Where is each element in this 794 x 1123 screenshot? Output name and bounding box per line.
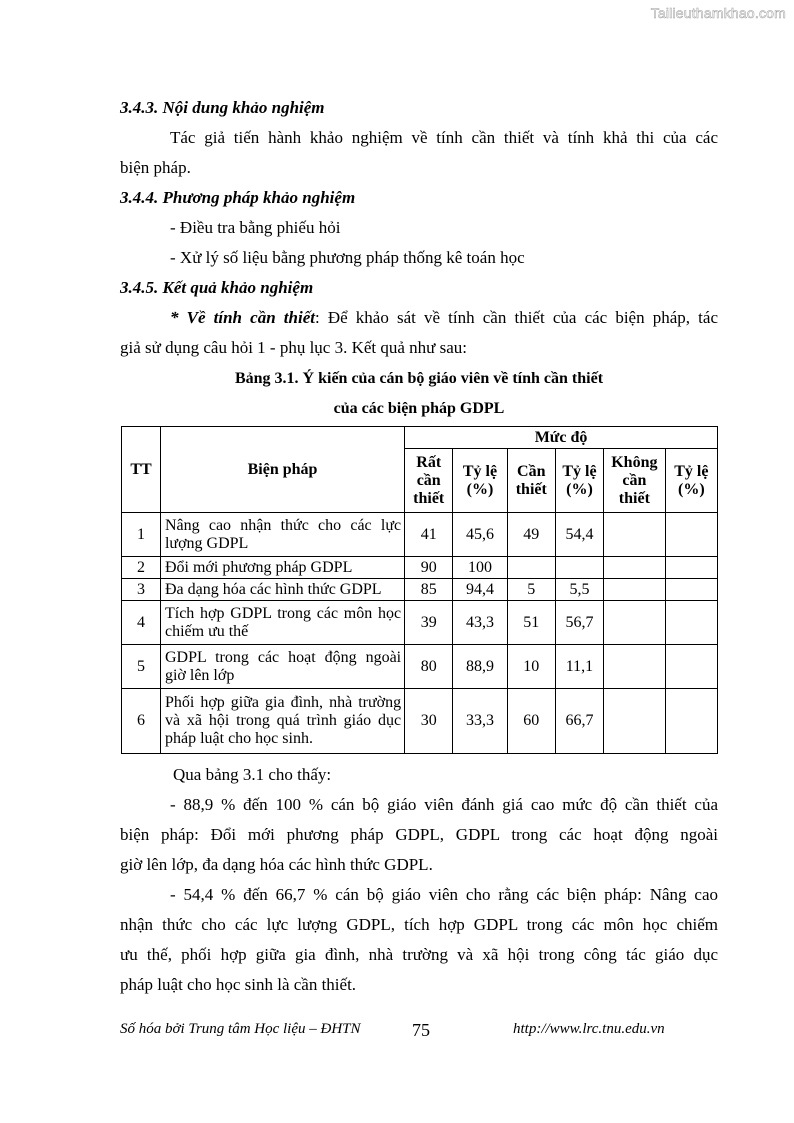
cell-ty-le (665, 557, 717, 579)
header-rat-can-thiet: Rất cần thiết (405, 449, 453, 513)
header-muc-do: Mức độ (405, 427, 718, 449)
header-can-thiet: Cần thiết (507, 449, 555, 513)
paragraph-line: biện pháp: Đổi mới phương pháp GDPL, GDPL trong các hoạt động ngoài (120, 825, 718, 844)
cell-khong-can-thiet (604, 557, 666, 579)
list-item: - Điều tra bằng phiếu hỏi (170, 218, 341, 237)
paragraph-line: Qua bảng 3.1 cho thấy: (173, 765, 332, 784)
cell-tt: 6 (122, 689, 161, 754)
cell-ty-le: 33,3 (453, 689, 507, 754)
cell-can-thiet: 51 (507, 601, 555, 645)
cell-ty-le (555, 557, 603, 579)
lead-emphasis: * Về tính cần thiết (170, 308, 315, 327)
section-heading-3-4-4: 3.4.4. Phương pháp khảo nghiệm (120, 188, 356, 207)
cell-ty-le: 43,3 (453, 601, 507, 645)
header-ty-le: Tỷ lệ (%) (555, 449, 603, 513)
table-row (122, 557, 718, 579)
header-ty-le: Tỷ lệ (%) (453, 449, 507, 513)
header-tt: TT (122, 427, 161, 513)
cell-ty-le: 11,1 (555, 645, 603, 689)
cell-can-thiet: 60 (507, 689, 555, 754)
table-caption: của các biện pháp GDPL (333, 400, 505, 417)
table-row (122, 601, 718, 645)
cell-ty-le: 88,9 (453, 645, 507, 689)
cell-ty-le (665, 579, 717, 601)
cell-khong-can-thiet (604, 645, 666, 689)
cell-rat-can-thiet: 41 (405, 513, 453, 557)
cell-bien-phap: Đổi mới phương pháp GDPL (160, 557, 404, 579)
cell-ty-le: 94,4 (453, 579, 507, 601)
paragraph-line (170, 307, 718, 329)
paragraph-line: pháp luật cho học sinh là cần thiết. (120, 975, 357, 994)
cell-bien-phap: Phối hợp giữa gia đình, nhà trường và xã hội trong quá trình giáo dục pháp luật cho học sinh. (160, 689, 404, 754)
cell-ty-le: 100 (453, 557, 507, 579)
cell-bien-phap: GDPL trong các hoạt động ngoài giờ lên lớp (160, 645, 404, 689)
table-row (122, 579, 718, 601)
table-row (122, 513, 718, 557)
cell-ty-le (665, 645, 717, 689)
paragraph-line: - 54,4 % đến 66,7 % cán bộ giáo viên cho rằng các biện pháp: Nâng cao (170, 885, 718, 904)
paragraph-line: - 88,9 % đến 100 % cán bộ giáo viên đánh giá cao mức độ cần thiết của (170, 795, 718, 814)
cell-rat-can-thiet: 30 (405, 689, 453, 754)
cell-tt: 1 (122, 513, 161, 557)
cell-rat-can-thiet: 80 (405, 645, 453, 689)
cell-can-thiet: 49 (507, 513, 555, 557)
table-row (122, 689, 718, 754)
cell-ty-le: 56,7 (555, 601, 603, 645)
cell-ty-le: 5,5 (555, 579, 603, 601)
footer-url[interactable]: http://www.lrc.tnu.edu.vn (513, 1021, 665, 1037)
cell-rat-can-thiet: 39 (405, 601, 453, 645)
cell-ty-le: 54,4 (555, 513, 603, 557)
paragraph-line: biện pháp. (120, 158, 191, 177)
cell-ty-le: 45,6 (453, 513, 507, 557)
footer-left: Số hóa bởi Trung tâm Học liệu – ĐHTN (120, 1021, 361, 1037)
list-item: - Xử lý số liệu bằng phương pháp thống kê toán học (170, 248, 525, 267)
cell-tt: 4 (122, 601, 161, 645)
section-heading-3-4-3: 3.4.3. Nội dung khảo nghiệm (120, 98, 325, 117)
cell-can-thiet: 5 (507, 579, 555, 601)
table-header-row (122, 427, 718, 449)
cell-bien-phap: Đa dạng hóa các hình thức GDPL (160, 579, 404, 601)
paragraph-line: giờ lên lớp, đa dạng hóa các hình thức GDPL. (120, 855, 433, 874)
cell-khong-can-thiet (604, 689, 666, 754)
cell-ty-le (665, 689, 717, 754)
paragraph-line: Tác giả tiến hành khảo nghiệm về tính cần thiết và tính khả thi của các (170, 128, 718, 147)
cell-khong-can-thiet (604, 601, 666, 645)
table-row (122, 645, 718, 689)
watermark: Tailieuthamkhao.com (650, 5, 786, 21)
header-ty-le: Tỷ lệ (%) (665, 449, 717, 513)
cell-ty-le (665, 513, 717, 557)
paragraph-line: ưu thế, phối hợp giữa gia đình, nhà trường và xã hội trong công tác giáo dục (120, 945, 718, 964)
section-heading-3-4-5: 3.4.5. Kết quả khảo nghiệm (120, 278, 314, 297)
cell-khong-can-thiet (604, 579, 666, 601)
cell-tt: 2 (122, 557, 161, 579)
cell-rat-can-thiet: 85 (405, 579, 453, 601)
cell-ty-le (665, 601, 717, 645)
cell-bien-phap: Tích hợp GDPL trong các môn học chiếm ưu thế (160, 601, 404, 645)
cell-can-thiet (507, 557, 555, 579)
results-table (121, 426, 718, 754)
cell-ty-le: 66,7 (555, 689, 603, 754)
header-bien-phap: Biện pháp (160, 427, 404, 513)
table-caption: Bảng 3.1. Ý kiến của cán bộ giáo viên về tính cần thiết (234, 370, 604, 387)
cell-bien-phap: Nâng cao nhận thức cho các lực lượng GDPL (160, 513, 404, 557)
cell-rat-can-thiet: 90 (405, 557, 453, 579)
page-number: 75 (412, 1020, 430, 1040)
cell-tt: 3 (122, 579, 161, 601)
cell-can-thiet: 10 (507, 645, 555, 689)
paragraph-line: giả sử dụng câu hỏi 1 - phụ lục 3. Kết quả như sau: (120, 338, 468, 357)
cell-khong-can-thiet (604, 513, 666, 557)
header-khong-can-thiet: Không cần thiết (604, 449, 666, 513)
cell-tt: 5 (122, 645, 161, 689)
lead-text: : Để khảo sát về tính cần thiết của các biện pháp, tác (314, 308, 718, 327)
paragraph-line: nhận thức cho các lực lượng GDPL, tích hợp GDPL trong các môn học chiếm (120, 915, 718, 934)
